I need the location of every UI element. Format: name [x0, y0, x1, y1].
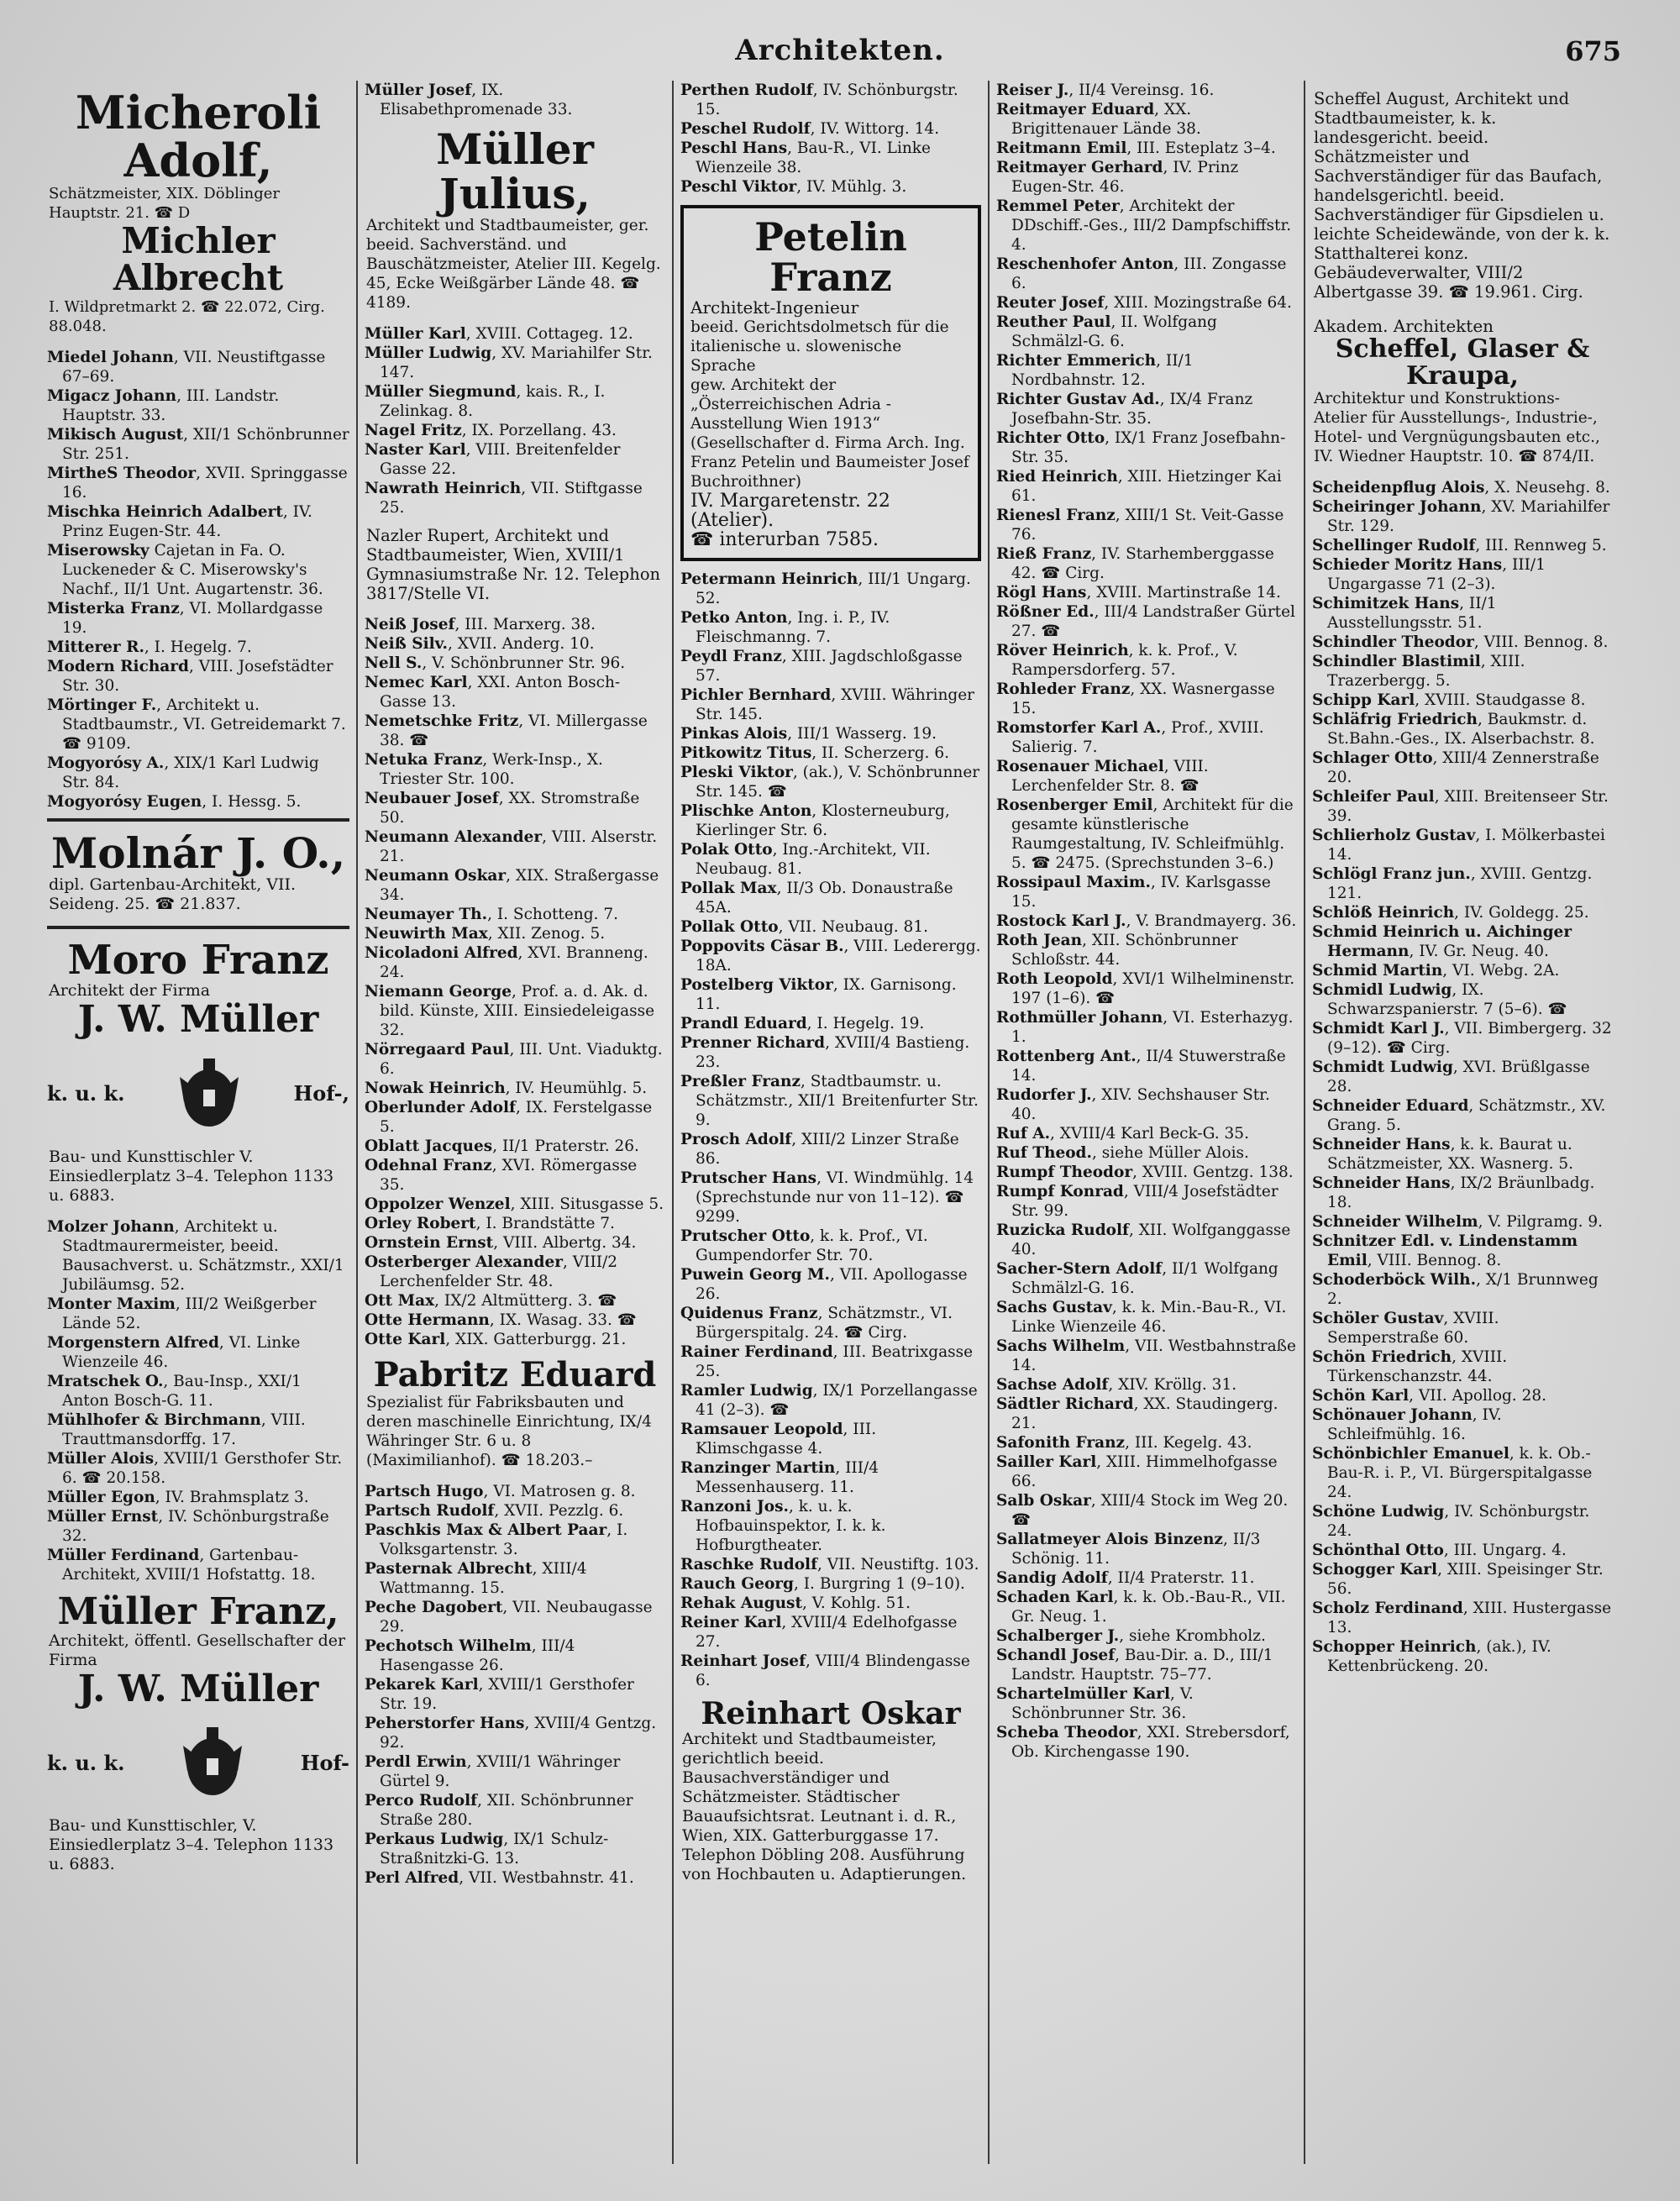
directory-entry: Otte Hermann, IX. Wasag. 33. ☎	[365, 1311, 637, 1329]
advertisement-line: gew. Architekt der „Österreichischen Adria - Ausstellung Wien 1913“	[690, 376, 892, 433]
directory-entry: Pollak Otto, VII. Neubaug. 81.	[680, 917, 928, 936]
directory-entry: Schopper Heinrich, (ak.), IV. Kettenbrückeng. 20.	[1312, 1638, 1551, 1675]
page-number: 675	[1565, 35, 1621, 67]
directory-entry: Neiß Josef, III. Marxerg. 38.	[365, 616, 596, 633]
directory-entry: Peche Dagobert, VII. Neubaugasse 29.	[365, 1599, 653, 1636]
advertisement-line: Scheffel August, Architekt und Stadtbaumeister, k. k. landesgericht. beeid. Schätzmeister und Sachverständiger für das Baufach, handelsgerichtl. beeid. Sachverständiger für Gipsdielen u. leichte Scheidewände, von der k. k. Statthalterei konz. Gebäudeverwalter, VIII/2 Albertgasse 39. ☎ 19.961. Cirg.	[1314, 89, 1610, 302]
directory-entry: Monter Maxim, III/2 Weißgerber Lände 52.	[47, 1295, 317, 1332]
directory-column-1	[40, 81, 356, 2164]
directory-entry: Oberlunder Adolf, IX. Ferstelgasse 5.	[365, 1099, 653, 1136]
directory-entry: Nell S., V. Schönbrunner Str. 96.	[365, 654, 626, 672]
directory-entry: Müller Egon, IV. Brahmsplatz 3.	[47, 1488, 309, 1506]
directory-entry: Pollak Max, II/3 Ob. Donaustraße 45A.	[680, 879, 953, 917]
directory-entry: Prutscher Otto, k. k. Prof., VI. Gumpendorfer Str. 70.	[680, 1227, 928, 1264]
advertisement-line: Architekt, öffentl. Gesellschafter der Firma	[49, 1631, 346, 1669]
directory-entry: Rosenauer Michael, VIII. Lerchenfelder Str. 8. ☎	[996, 758, 1209, 795]
purveyor-emblem	[47, 1720, 349, 1804]
directory-entry: Schön Friedrich, XVIII. Türkenschanzstr. 44.	[1312, 1348, 1508, 1385]
directory-entry: Neiß Silv., XVII. Anderg. 10.	[365, 635, 595, 653]
directory-entry: Richter Gustav Ad., IX/4 Franz Josefbahn-Str. 35.	[996, 391, 1253, 428]
directory-entry: Reiser J., II/4 Vereinsg. 16.	[996, 81, 1215, 99]
double-eagle-crest-icon	[175, 1720, 250, 1804]
directory-entry: Orley Robert, I. Brandstätte 7.	[365, 1215, 615, 1232]
advertisement-line: I. Wildpretmarkt 2. ☎ 22.072, Cirg. 88.048.	[49, 297, 325, 335]
directory-entry: Schieder Moritz Hans, III/1 Ungargasse 71 (2–3).	[1312, 556, 1546, 593]
directory-entry: Nawrath Heinrich, VII. Stiftgasse 25.	[365, 480, 643, 517]
directory-entry: Scheiringer Johann, XV. Mariahilfer Str. 129.	[1312, 498, 1610, 535]
directory-entry: Miserowsky Cajetan in Fa. O. Luckeneder & C. Miserowsky's Nachf., II/1 Unt. Augartenstr. 36.	[47, 541, 323, 598]
directory-entry: Reuter Josef, XIII. Mozingstraße 64.	[996, 294, 1292, 312]
directory-entry: Neumayer Th., I. Schotteng. 7.	[365, 906, 618, 923]
directory-entry: Schneider Hans, k. k. Baurat u. Schätzmeister, XX. Wasnerg. 5.	[1312, 1136, 1574, 1173]
advertisement	[365, 124, 665, 316]
advertisement-line: Müller Julius,	[436, 124, 594, 218]
directory-entry: Pichler Bernhard, XVIII. Währinger Str. 145.	[680, 686, 975, 723]
directory-entry: Perthen Rudolf, IV. Schönburgstr. 15.	[680, 81, 958, 118]
directory-entry: Rostock Karl J., V. Brandmayerg. 36.	[996, 912, 1297, 930]
directory-entry: Reuther Paul, II. Wolfgang Schmälzl-G. 6.	[996, 313, 1217, 350]
boxed-advertisement	[680, 205, 981, 561]
directory-entry: Rossipaul Maxim., IV. Karlsgasse 15.	[996, 874, 1271, 911]
advertisement	[47, 936, 349, 1043]
directory-entry: Miedel Johann, VII. Neustiftgasse 67–69.	[47, 348, 326, 386]
directory-entry: Petko Anton, Ing. i. P., IV. Fleischmanng. 7.	[680, 608, 890, 646]
advertisement-line: Pabritz Eduard	[373, 1355, 657, 1395]
advertisement-line: Reinhart Oskar	[701, 1695, 961, 1731]
directory-entry: Peherstorfer Hans, XVIII/4 Gentzg. 92.	[365, 1715, 657, 1752]
directory-entry: Schneider Wilhelm, V. Pilgramg. 9.	[1312, 1213, 1604, 1231]
directory-entry: Müller Josef, IX. Elisabethpromenade 33.	[365, 81, 573, 118]
directory-columns	[40, 81, 1620, 2164]
directory-entry: Roth Jean, XII. Schönbrunner Schloßstr. 44.	[996, 932, 1238, 969]
advertisement-line: Molnár J. O.,	[50, 827, 346, 878]
directory-entry: Schartelmüller Karl, V. Schönbrunner Str. 36.	[996, 1685, 1194, 1722]
directory-column-4	[988, 81, 1304, 2164]
directory-entry: Rauch Georg, I. Burgring 1 (9–10).	[680, 1574, 965, 1593]
advertisement	[47, 86, 349, 339]
directory-entry: Schleifer Paul, XIII. Breitenseer Str. 39.	[1312, 788, 1609, 825]
directory-entry: Nowak Heinrich, IV. Heumühlg. 5.	[365, 1079, 648, 1097]
purveyor-emblem	[47, 1052, 349, 1136]
directory-entry: Otte Karl, XIX. Gatterburgg. 21.	[365, 1331, 627, 1348]
directory-entry: Romstorfer Karl A., Prof., XVIII. Salierig. 7.	[996, 719, 1264, 756]
directory-entry: Remmel Peter, Architekt der DDschiff.-Ges., III/2 Dampfschiffstr. 4.	[996, 197, 1292, 254]
advertisement-line: Akadem. Architekten	[1314, 316, 1494, 336]
directory-entry: Pitkowitz Titus, II. Scherzerg. 6.	[680, 743, 949, 762]
directory-entry: Müller Alois, XVIII/1 Gersthofer Str. 6. ☎ 20.158.	[47, 1449, 343, 1487]
directory-entry: Sachse Adolf, XIV. Kröllg. 31.	[996, 1376, 1237, 1394]
directory-entry: Preßler Franz, Stadtbaumstr. u. Schätzmstr., XII/1 Breitenfurter Str. 9.	[680, 1072, 979, 1129]
directory-entry: Schneider Hans, IX/2 Bräunlbadg. 18.	[1312, 1174, 1595, 1211]
directory-entry: Oblatt Jacques, II/1 Praterstr. 26.	[365, 1137, 639, 1155]
directory-entry: Ruf A., XVIII/4 Karl Beck-G. 35.	[996, 1125, 1249, 1143]
advertisement	[47, 1589, 349, 1712]
directory-entry: Perco Rudolf, XII. Schönbrunner Straße 280.	[365, 1792, 633, 1829]
emblem-right-label: Hof-,	[293, 1081, 349, 1106]
advertisement-line: Micheroli Adolf,	[75, 86, 322, 187]
directory-entry: Pasternak Albrecht, XIII/4 Wattmanng. 15.	[365, 1560, 587, 1597]
directory-entry: Richter Emmerich, II/1 Nordbahnstr. 12.	[996, 352, 1194, 389]
advertisement-line: Bau- und Kunsttischler, V. Einsiedlerplatz 3–4. Telephon 1133 u. 6883.	[49, 1816, 334, 1874]
directory-entry: Rainer Ferdinand, III. Beatrixgasse 25.	[680, 1342, 974, 1380]
directory-entry: Rumpf Theodor, XVIII. Gentzg. 138.	[996, 1164, 1294, 1181]
directory-entry: Schön Karl, VII. Apollog. 28.	[1312, 1387, 1546, 1405]
directory-entry: Raschke Rudolf, VII. Neustiftg. 103.	[680, 1555, 979, 1573]
directory-entry: Schönthal Otto, III. Ungarg. 4.	[1312, 1542, 1567, 1559]
directory-entry: Osterberger Alexander, VIII/2 Lerchenfelder Str. 48.	[365, 1253, 618, 1290]
directory-entry: Oppolzer Wenzel, XIII. Situsgasse 5.	[365, 1195, 664, 1213]
directory-entry: Niemann George, Prof. a. d. Ak. d. bild. Künste, XIII. Einsiedeleigasse 32.	[365, 983, 655, 1039]
directory-entry: Reitmayer Eduard, XX. Brigittenauer Lände 38.	[996, 101, 1201, 138]
directory-entry: Peschl Viktor, IV. Mühlg. 3.	[680, 178, 907, 196]
directory-entry: Sandig Adolf, II/4 Praterstr. 11.	[996, 1569, 1255, 1587]
directory-entry: Schmidt Karl J., VII. Bimbergerg. 32 (9–12). ☎ Cirg.	[1312, 1020, 1612, 1057]
advertisement-line: J. W. Müller	[77, 998, 319, 1042]
directory-entry: Pinkas Alois, III/1 Wasserg. 19.	[680, 724, 937, 743]
advertisement-line: dipl. Gartenbau-Architekt, VII. Seideng. 25. ☎ 21.837.	[49, 875, 297, 914]
directory-entry: Rößner Ed., III/4 Landstraßer Gürtel 27. ☎	[996, 603, 1295, 640]
directory-entry: Paschkis Max & Albert Paar, I. Volksgartenstr. 3.	[365, 1521, 628, 1558]
advertisement-line: Architektur und Konstruktions-Atelier für Ausstellungs-, Industrie-, Hotel- und Vergnügungsbauten etc., IV. Wiedner Hauptstr. 10. ☎ 874/II.	[1314, 390, 1600, 465]
directory-entry: Ruzicka Rudolf, XII. Wolfganggasse 40.	[996, 1221, 1291, 1258]
directory-entry: Rothmüller Johann, VI. Esterhazyg. 1.	[996, 1009, 1294, 1046]
directory-entry: Mogyorósy A., XIX/1 Karl Ludwig Str. 84.	[47, 754, 319, 791]
directory-entry: Sacher-Stern Adolf, II/1 Wolfgang Schmälzl-G. 16.	[996, 1260, 1278, 1297]
directory-entry: Sädtler Richard, XX. Staudingerg. 21.	[996, 1395, 1278, 1432]
advertisement	[680, 1695, 981, 1888]
directory-entry: Rudorfer J., XIV. Sechshauser Str. 40.	[996, 1086, 1270, 1123]
advertisement-line: IV. Margaretenstr. 22 (Atelier).	[690, 490, 890, 531]
directory-entry: Schlöß Heinrich, IV. Goldegg. 25.	[1312, 904, 1589, 922]
directory-entry: Migacz Johann, III. Landstr. Hauptstr. 33.	[47, 386, 280, 424]
directory-column-3	[672, 81, 988, 2164]
directory-entry: Reitmann Emil, III. Esteplatz 3–4.	[996, 139, 1276, 157]
directory-entry: Postelberg Viktor, IX. Garnisong. 11.	[680, 975, 957, 1013]
advertisement-line: Architekt-Ingenieur	[690, 297, 859, 318]
directory-entry: Ried Heinrich, XIII. Hietzinger Kai 61.	[996, 468, 1282, 505]
directory-entry: Reiner Karl, XVIII/4 Edelhofgasse 27.	[680, 1613, 958, 1651]
directory-entry: Neumann Oskar, XIX. Straßergasse 34.	[365, 867, 659, 904]
directory-entry: Schöler Gustav, XVIII. Semperstraße 60.	[1312, 1310, 1499, 1347]
directory-entry: Rieß Franz, IV. Starhemberggasse 42. ☎ Cirg.	[996, 545, 1274, 582]
advertisement	[365, 523, 665, 607]
directory-entry: Safonith Franz, III. Kegelg. 43.	[996, 1434, 1252, 1452]
directory-entry: Ranzoni Jos., k. u. k. Hofbauinspektor, I. k. k. Hofburgtheater.	[680, 1497, 886, 1554]
advertisement-line: Nazler Rupert, Architekt und Stadtbaumeister, Wien, XVIII/1 Gymnasiumstraße Nr. 12. Telephon 3817/Stelle VI.	[366, 526, 661, 603]
directory-entry: Schindler Theodor, VIII. Bennog. 8.	[1312, 633, 1609, 651]
directory-column-5	[1304, 81, 1620, 2164]
directory-entry: Partsch Hugo, VI. Matrosen g. 8.	[365, 1483, 636, 1500]
directory-entry: Scheidenpflug Alois, X. Neusehg. 8.	[1312, 479, 1610, 496]
directory-entry: Schogger Karl, XIII. Speisinger Str. 56.	[1312, 1561, 1604, 1598]
directory-entry: Mischka Heinrich Adalbert, IV. Prinz Eugen-Str. 44.	[47, 502, 312, 540]
advertisement-line: Müller Franz,	[57, 1589, 339, 1633]
directory-entry: Röver Heinrich, k. k. Prof., V. Rampersdorferg. 57.	[996, 642, 1238, 679]
directory-entry: Reschenhofer Anton, III. Zongasse 6.	[996, 255, 1287, 292]
directory-entry: Sachs Wilhelm, VII. Westbahnstraße 14.	[996, 1337, 1296, 1374]
advertisement-line: Schätzmeister, XIX. Döblinger Hauptstr. 21. ☎ D	[49, 185, 280, 223]
directory-entry: Quidenus Franz, Schätzmstr., VI. Bürgerspitalg. 24. ☎ Cirg.	[680, 1304, 953, 1342]
advertisement-line: beeid. Gerichtsdolmetsch für die italienische u. slowenische Sprache	[690, 318, 949, 375]
page-header	[0, 34, 1680, 76]
advertisement	[47, 828, 349, 918]
directory-entry: Schläfrig Friedrich, Baukmstr. d. St.Bahn.-Ges., IX. Alserbachstr. 8.	[1312, 711, 1595, 748]
double-eagle-crest-icon	[171, 1052, 247, 1136]
directory-entry: Rienesl Franz, XIII/1 St. Veit-Gasse 76.	[996, 507, 1284, 544]
directory-entry: Mitterer R., I. Hegelg. 7.	[47, 638, 252, 656]
emblem-right-label: Hof-	[300, 1750, 349, 1775]
separator-rule	[47, 818, 349, 822]
directory-entry: Richter Otto, IX/1 Franz Josefbahn-Str. 35.	[996, 429, 1286, 466]
directory-entry: Nicoladoni Alfred, XVI. Branneng. 24.	[365, 944, 648, 981]
directory-entry: Mogyorósy Eugen, I. Hessg. 5.	[47, 792, 302, 811]
directory-entry: Morgenstern Alfred, VI. Linke Wienzeile 46.	[47, 1333, 301, 1371]
directory-entry: Netuka Franz, Werk-Insp., X. Triester Str. 100.	[365, 751, 603, 788]
advertisement-line: Scheffel, Glaser & Kraupa,	[1335, 334, 1590, 391]
directory-entry: Rehak August, V. Kohlg. 51.	[680, 1594, 911, 1612]
directory-entry: Scholz Ferdinand, XIII. Hustergasse 13.	[1312, 1600, 1612, 1636]
advertisement-line: Spezialist für Fabriksbauten und deren maschinelle Einrichtung, IX/4 Währinger Str. 6 u. 8 (Maximilianhof). ☎ 18.203.–	[366, 1394, 652, 1469]
directory-entry: Mörtinger F., Architekt u. Stadtbaumstr., VI. Getreidemarkt 7. ☎ 9109.	[47, 696, 346, 753]
advertisement	[1312, 313, 1613, 470]
advertisement-line: Bau- und Kunsttischler V. Einsiedlerplatz 3–4. Telephon 1133 u. 6883.	[49, 1147, 334, 1205]
directory-entry: Müller Karl, XVIII. Cottageg. 12.	[365, 325, 633, 343]
directory-entry: Prenner Richard, XVIII/4 Bastieng. 23.	[680, 1033, 970, 1071]
directory-entry: Rögl Hans, XVIII. Martinstraße 14.	[996, 584, 1281, 601]
advertisement-line: J. W. Müller	[77, 1667, 319, 1710]
directory-entry: Rohleder Franz, XX. Wasnergasse 15.	[996, 680, 1275, 717]
directory-entry: Ramler Ludwig, IX/1 Porzellangasse 41 (2–3). ☎	[680, 1381, 978, 1419]
directory-entry: Perdl Erwin, XVIII/1 Währinger Gürtel 9.	[365, 1753, 621, 1790]
directory-entry: Schmidl Ludwig, IX. Schwarzspanierstr. 7 (5–6). ☎	[1312, 981, 1567, 1018]
directory-entry: Sachs Gustav, k. k. Min.-Bau-R., VI. Linke Wienzeile 46.	[996, 1299, 1287, 1336]
advertisement-line: Moro Franz	[67, 937, 329, 985]
directory-entry: Schmidt Ludwig, XVI. Brüßlgasse 28.	[1312, 1058, 1590, 1095]
directory-entry: Schlierholz Gustav, I. Mölkerbastei 14.	[1312, 827, 1605, 864]
directory-entry: Nemetschke Fritz, VI. Millergasse 38. ☎	[365, 712, 648, 749]
directory-entry: Schöne Ludwig, IV. Schönburgstr. 24.	[1312, 1503, 1590, 1540]
directory-entry: Peydl Franz, XIII. Jagdschloßgasse 57.	[680, 647, 963, 685]
directory-entry: Reinhart Josef, VIII/4 Blindengasse 6.	[680, 1652, 970, 1689]
directory-entry: Rottenberg Ant., II/4 Stuwerstraße 14.	[996, 1048, 1286, 1085]
directory-entry: Schnitzer Edl. v. Lindenstamm Emil, VIII. Bennog. 8.	[1312, 1232, 1578, 1269]
directory-entry: Peschl Hans, Bau-R., VI. Linke Wienzeile 38.	[680, 139, 931, 176]
directory-entry: Schellinger Rudolf, III. Rennweg 5.	[1312, 537, 1607, 554]
directory-entry: Salb Oskar, XIII/4 Stock im Weg 20. ☎	[996, 1492, 1289, 1529]
directory-entry: Poppovits Cäsar B., VIII. Lederergg. 18A.	[680, 937, 981, 974]
directory-entry: Müller Siegmund, kais. R., I. Zelinkag. 8.	[365, 383, 606, 420]
directory-entry: Rumpf Konrad, VIII/4 Josefstädter Str. 99.	[996, 1183, 1278, 1220]
advertisement-line: ☎ interurban 7585.	[690, 528, 879, 550]
emblem-left-label: k. u. k.	[47, 1081, 125, 1106]
directory-entry: Schönbichler Emanuel, k. k. Ob.-Bau-R. i. P., VI. Bürgerspitalgasse 24.	[1312, 1445, 1593, 1501]
directory-entry: Schneider Eduard, Schätzmstr., XV. Grang. 5.	[1312, 1097, 1606, 1134]
advertisement	[47, 1144, 349, 1209]
directory-entry: Prutscher Hans, VI. Windmühlg. 14 (Sprechstunde nur von 11–12). ☎ 9299.	[680, 1169, 974, 1226]
advertisement-line: Architekt und Stadtbaumeister, ger. beeid. Sachverständ. und Bauschätzmeister, Atelier III. Kegelg. 45, Ecke Weißgärber Lände 48. ☎ 4189.	[366, 217, 661, 312]
separator-rule	[47, 926, 349, 929]
directory-entry: Plischke Anton, Klosterneuburg, Kierlinger Str. 6.	[680, 801, 950, 839]
directory-entry: Peschel Rudolf, IV. Wittorg. 14.	[680, 120, 940, 138]
advertisement-line: Michler Albrecht	[113, 220, 284, 299]
directory-entry: Pleski Viktor, (ak.), V. Schönbrunner Str. 145. ☎	[680, 763, 980, 801]
directory-entry: Rosenberger Emil, Architekt für die gesamte künstlerische Raumgestaltung, IV. Schleifmühlg. 5. ☎ 2475. (Sprechstunden 3–6.)	[996, 796, 1294, 872]
directory-entry: Polak Otto, Ing.-Architekt, VII. Neubaug. 81.	[680, 840, 931, 878]
directory-entry: Ranzinger Martin, III/4 Messenhauserg. 11.	[680, 1458, 879, 1496]
directory-entry: Schönauer Johann, IV. Schleifmühlg. 16.	[1312, 1406, 1502, 1443]
directory-entry: Mratschek O., Bau-Insp., XXI/1 Anton Bosch-G. 11.	[47, 1372, 302, 1410]
directory-entry: Reitmayer Gerhard, IV. Prinz Eugen-Str. 46.	[996, 159, 1239, 196]
directory-entry: Pechotsch Wilhelm, III/4 Hasengasse 26.	[365, 1637, 575, 1674]
directory-entry: Ramsauer Leopold, III. Klimschgasse 4.	[680, 1420, 877, 1458]
directory-entry: Prandl Eduard, I. Hegelg. 19.	[680, 1014, 925, 1032]
directory-entry: Sallatmeyer Alois Binzenz, II/3 Schönig. 11.	[996, 1531, 1261, 1568]
directory-entry: Prosch Adolf, XIII/2 Linzer Straße 86.	[680, 1130, 959, 1168]
advertisement-line: (Gesellschafter d. Firma Arch. Ing. Franz Petelin und Baumeister Josef Buchroithner)	[690, 433, 969, 491]
directory-entry: Pekarek Karl, XVIII/1 Gersthofer Str. 19.	[365, 1676, 634, 1713]
directory-entry: Sailler Karl, XIII. Himmelhofgasse 66.	[996, 1453, 1278, 1490]
directory-entry: Müller Ludwig, XV. Mariahilfer Str. 147.	[365, 344, 653, 381]
directory-entry: Schalberger J., siehe Krombholz.	[996, 1627, 1266, 1645]
directory-entry: Petermann Heinrich, III/1 Ungarg. 52.	[680, 570, 971, 607]
directory-entry: Schlager Otto, XIII/4 Zennerstraße 20.	[1312, 749, 1599, 786]
advertisement-line: Petelin Franz	[754, 214, 907, 301]
directory-entry: Modern Richard, VIII. Josefstädter Str. 30.	[47, 657, 333, 695]
directory-entry: Puwein Georg M., VII. Apollogasse 26.	[680, 1265, 968, 1303]
advertisement	[365, 1354, 665, 1473]
directory-entry: Ott Max, IX/2 Altmütterg. 3. ☎	[365, 1292, 617, 1310]
directory-entry: Müller Ferdinand, Gartenbau-Architekt, XVIII/1 Hofstattg. 18.	[47, 1546, 316, 1584]
directory-entry: Schipp Karl, XVIII. Staudgasse 8.	[1312, 691, 1586, 709]
directory-entry: Nörregaard Paul, III. Unt. Viaduktg. 6.	[365, 1041, 663, 1078]
directory-entry: Schimitzek Hans, II/1 Ausstellungsstr. 51.	[1312, 595, 1497, 632]
directory-entry: Misterka Franz, VI. Mollardgasse 19.	[47, 599, 323, 637]
directory-entry: Mikisch August, XII/1 Schönbrunner Str. 251.	[47, 425, 349, 463]
directory-entry: Roth Leopold, XVI/1 Wilhelminenstr. 197 (1–6). ☎	[996, 970, 1295, 1007]
directory-entry: Neubauer Josef, XX. Stromstraße 50.	[365, 790, 640, 827]
directory-entry: MirtheS Theodor, XVII. Springgasse 16.	[47, 464, 348, 502]
directory-entry: Perl Alfred, VII. Westbahnstr. 41.	[365, 1869, 634, 1887]
directory-entry: Ruf Theod., siehe Müller Alois.	[996, 1144, 1249, 1162]
directory-entry: Schoderböck Wilh., X/1 Brunnweg 2.	[1312, 1271, 1599, 1308]
directory-entry: Schaden Karl, k. k. Ob.-Bau-R., VII. Gr. Neug. 1.	[996, 1589, 1286, 1626]
directory-entry: Schlögl Franz jun., XVIII. Gentzg. 121.	[1312, 865, 1593, 902]
directory-entry: Nemec Karl, XXI. Anton Bosch-Gasse 13.	[365, 674, 621, 711]
directory-entry: Schmid Martin, VI. Webg. 2A.	[1312, 962, 1560, 980]
directory-entry: Naster Karl, VIII. Breitenfelder Gasse 22.	[365, 441, 621, 478]
directory-entry: Schmid Heinrich u. Aichinger Hermann, IV. Gr. Neug. 40.	[1312, 923, 1572, 960]
directory-entry: Scheba Theodor, XXI. Strebersdorf, Ob. Kirchengasse 190.	[996, 1724, 1290, 1761]
directory-entry: Perkaus Ludwig, IX/1 Schulz-Straßnitzki-G. 13.	[365, 1831, 609, 1867]
directory-entry: Neumann Alexander, VIII. Alserstr. 21.	[365, 828, 658, 865]
advertisement-line: Architekt der Firma	[49, 981, 211, 1001]
directory-entry: Odehnal Franz, XVI. Römergasse 35.	[365, 1157, 638, 1194]
directory-entry: Nagel Fritz, IX. Porzellang. 43.	[365, 422, 617, 439]
page-title: Architekten.	[735, 34, 945, 67]
advertisement	[47, 1813, 349, 1878]
directory-entry: Ornstein Ernst, VIII. Albertg. 34.	[365, 1234, 637, 1252]
directory-entry: Schindler Blastimil, XIII. Trazerbergg. 5.	[1312, 653, 1525, 690]
directory-entry: Neuwirth Max, XII. Zenog. 5.	[365, 925, 606, 943]
directory-entry: Partsch Rudolf, XVII. Pezzlg. 6.	[365, 1502, 624, 1520]
directory-entry: Molzer Johann, Architekt u. Stadtmaurermeister, beeid. Bausachverst. u. Schätzmstr., XXI/1 Jubiläumsg. 52.	[47, 1217, 344, 1294]
directory-entry: Mühlhofer & Birchmann, VIII. Trauttmansdorffg. 17.	[47, 1410, 306, 1448]
advertisement	[1312, 86, 1613, 305]
emblem-left-label: k. u. k.	[47, 1750, 125, 1775]
directory-column-2	[356, 81, 672, 2164]
directory-entry: Müller Ernst, IV. Schönburgstraße 32.	[47, 1507, 329, 1545]
directory-entry: Schandl Josef, Bau-Dir. a. D., III/1 Landstr. Hauptstr. 75–77.	[996, 1647, 1273, 1684]
advertisement-line: Architekt und Stadtbaumeister, gerichtlich beeid. Bausachverständiger und Schätzmeister. Städtischer Bauaufsichtsrat. Leutnant i. d. R., Wien, XIX. Gatterburggasse 17. Telephon Döbling 208. Ausführung von Hochbauten u. Adaptierungen.	[682, 1730, 967, 1884]
